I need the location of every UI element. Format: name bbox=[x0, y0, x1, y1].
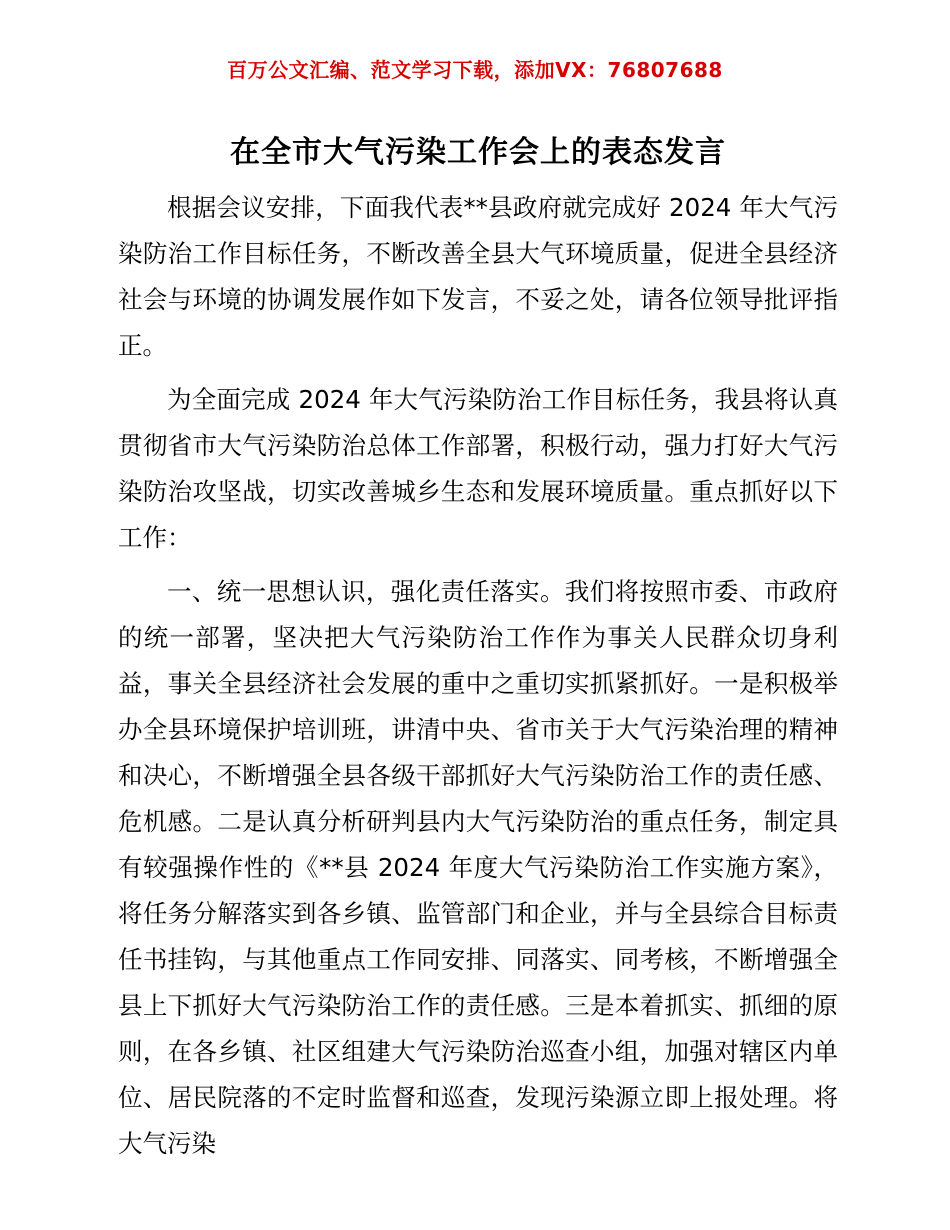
promo-banner: 百万公文汇编、范文学习下载，添加VX：76807688 bbox=[227, 58, 723, 82]
document-body bbox=[0, 127, 950, 1167]
paragraph: 根据会议安排，下面我代表**县政府就完成好 2024 年大气污染防治工作目标任务，不断改善全县大气环境质量，促进全县经济社会与环境的协调发展作如下发言，不妥之处，请各位领导批评指正。 bbox=[118, 193, 838, 360]
paragraph: 一、统一思想认识，强化责任落实。我们将按照市委、市政府的统一部署，坚决把大气污染防治工作作为事关人民群众切身利益，事关全县经济社会发展的重中之重切实抓紧抓好。一是积极举办全县环境保护培训班，讲清中央、省市关于大气污染治理的精神和决心，不断增强全县各级干部抓好大气污染防治工作的责任感、危机感。二是认真分析研判县内大气污染防治的重点任务，制定具有较强操作性的《**县 2024 年度大气污染防治工作实施方案》，将任务分解落实到各乡镇、监管部门和企业，并与全县综合目标责任书挂钩，与其他重点工作同安排、同落实、同考核，不断增强全县上下抓好大气污染防治工作的责任感。三是本着抓实、抓细的原则，在各乡镇、社区组建大气污染防治巡查小组，加强对辖区内单位、居民院落的不定时监督和巡查，发现污染源立即上报处理。将大气污染 bbox=[118, 577, 838, 1158]
page-title: 在全市大气污染工作会上的表态发言 bbox=[230, 135, 726, 170]
paragraph: 为全面完成 2024 年大气污染防治工作目标任务，我县将认真贯彻省市大气污染防治总体工作部署，积极行动，强力打好大气污染防治攻坚战，切实改善城乡生态和发展环境质量。重点抓好以下工作： bbox=[118, 385, 838, 552]
